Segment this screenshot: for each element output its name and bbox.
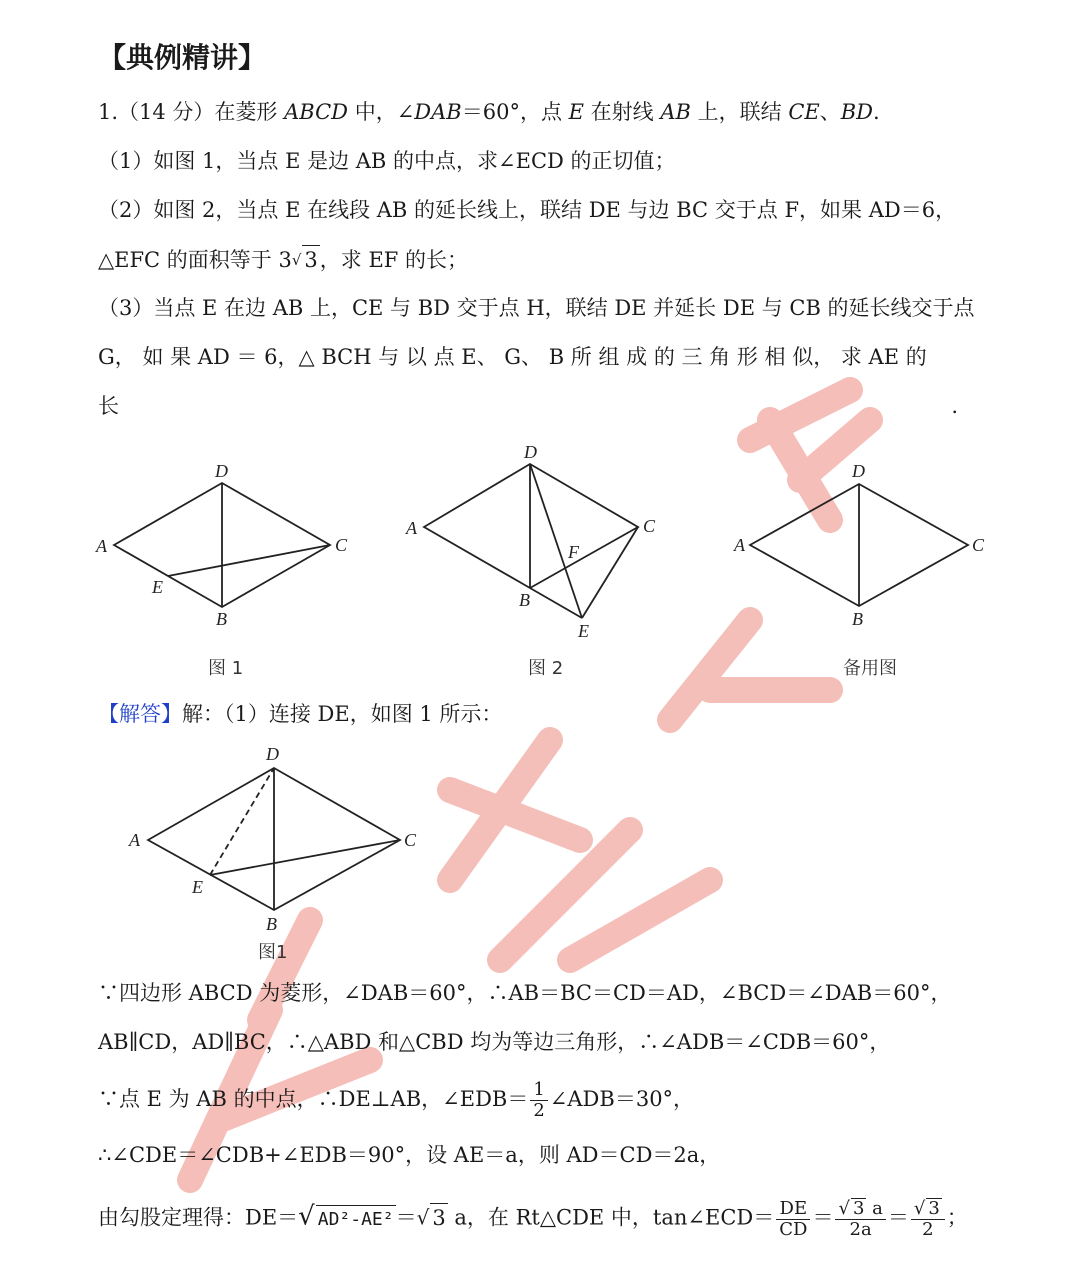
figure-3 <box>730 455 1000 639</box>
text: △EFC 的面积等于 3 <box>98 248 292 272</box>
radicand: 3 <box>928 1198 940 1219</box>
sqrt-symbol: √ <box>298 1201 315 1232</box>
radicand: 3 <box>302 245 319 274</box>
denominator: 2a <box>849 1219 872 1240</box>
solution-line-3 <box>98 1080 694 1121</box>
denominator: CD <box>779 1218 808 1240</box>
text: 上，联结 <box>690 100 789 124</box>
problem-line-5: （3）当点 E 在边 AB 上，CE 与 BD 交于点 H，联结 DE 并延长 DE 与 CB 的延长线交于点 <box>98 296 975 320</box>
text: ∵点 E 为 AB 的中点，∴DE⊥AB，∠EDB＝ <box>98 1087 529 1111</box>
problem-line-2: （1）如图 1，当点 E 是边 AB 的中点，求∠ECD 的正切值； <box>98 149 676 173</box>
label-c: C <box>404 830 417 850</box>
label-d: D <box>524 442 537 462</box>
denominator: 2 <box>922 1219 934 1240</box>
label-b: B <box>266 914 277 934</box>
sqrt-symbol: √ <box>291 251 302 269</box>
text: E <box>568 100 584 124</box>
label-b: B <box>852 609 863 629</box>
figure-4-caption: 图1 <box>258 942 288 963</box>
text: AB <box>660 100 691 124</box>
text: ，求 EF 的长； <box>319 248 469 272</box>
label-d: D <box>266 744 279 764</box>
label-e: E <box>192 877 203 897</box>
fraction-root3a-2a <box>835 1198 885 1240</box>
label-a: A <box>406 518 417 538</box>
text: ； <box>946 1205 968 1230</box>
fraction-de-cd <box>776 1199 810 1240</box>
text: 解：（1）连接 DE，如图 1 所示： <box>182 702 503 726</box>
solution-intro <box>98 700 502 728</box>
label-f: F <box>568 542 579 562</box>
problem-line-6: G， 如 果 AD ＝ 6，△ BCH 与 以 点 E、 G、 B 所 组 成 的 三 角 形 相 似， 求 AE 的 <box>98 345 927 369</box>
text: 长 <box>98 394 119 418</box>
label-e: E <box>578 621 589 641</box>
label-b: B <box>519 590 530 610</box>
answer-tag: 【解答】 <box>98 702 182 726</box>
radicand: 3 <box>430 1203 447 1232</box>
figure-1-caption: 图 1 <box>208 658 244 679</box>
denominator: 2 <box>533 1100 545 1121</box>
figure-2-caption: 图 2 <box>528 658 564 679</box>
sqrt-symbol: √ <box>416 1205 430 1230</box>
text: ＝ <box>395 1205 417 1230</box>
label-c: C <box>972 535 985 555</box>
numerator: √ 3 a <box>835 1198 885 1220</box>
problem-line-3: （2）如图 2，当点 E 在线段 AB 的延长线上，联结 DE 与边 BC 交于点 F，如果 AD＝6， <box>98 198 957 222</box>
label-d: D <box>215 461 228 481</box>
label-a: A <box>129 830 140 850</box>
text: 、 <box>819 100 841 124</box>
figure-2 <box>400 440 670 649</box>
text: ∠ADB＝30°， <box>549 1087 695 1111</box>
text: 由勾股定理得：DE＝ <box>98 1205 299 1230</box>
text: ＝ <box>887 1205 909 1230</box>
label-e: E <box>152 577 163 597</box>
figure-1-svg <box>90 455 370 635</box>
text: ＝60°，点 <box>461 100 569 124</box>
problem-line-7 <box>98 392 958 420</box>
solution-line-2: AB∥CD，AD∥BC，∴△ABD 和△CBD 均为等边三角形，∴∠ADB＝∠CDB＝60°， <box>98 1030 891 1054</box>
text: 1.（14 分）在菱形 <box>98 100 285 124</box>
numerator: √ 3 <box>911 1198 945 1220</box>
figure-3-svg <box>730 455 1000 635</box>
numerator: 1 <box>530 1080 547 1101</box>
fraction-half <box>530 1080 547 1121</box>
label-d: D <box>852 461 865 481</box>
label-b: B <box>216 609 227 629</box>
figure-3-caption: 备用图 <box>843 658 897 679</box>
text: . <box>951 394 958 418</box>
text: BD <box>840 100 873 124</box>
text: 在射线 <box>583 100 661 124</box>
label-a: A <box>734 535 745 555</box>
problem-line-4 <box>98 245 468 274</box>
numerator: DE <box>776 1199 810 1220</box>
label-a: A <box>96 536 107 556</box>
figure-4 <box>120 738 430 942</box>
figure-4-svg <box>120 738 430 938</box>
label-c: C <box>643 516 656 536</box>
text: 中，∠ <box>348 100 415 124</box>
text: ABCD <box>284 100 349 124</box>
fraction-root3-2 <box>911 1198 945 1240</box>
solution-line-1: ∵四边形 ABCD 为菱形，∠DAB＝60°，∴AB＝BC＝CD＝AD，∠BCD＝∠DAB＝60°， <box>98 981 952 1005</box>
text: a，在 Rt△CDE 中，tan∠ECD＝ <box>447 1205 775 1230</box>
section-title: 【典例精讲】 <box>98 41 267 74</box>
text: . <box>873 100 880 124</box>
radicand: 3 <box>852 1198 865 1219</box>
text: a <box>866 1198 883 1219</box>
solution-line-4: ∴∠CDE＝∠CDB+∠EDB＝90°，设 AE＝a，则 AD＝CD＝2a， <box>98 1143 721 1167</box>
text: DAB <box>414 100 462 124</box>
label-c: C <box>335 535 348 555</box>
solution-line-5 <box>98 1198 968 1240</box>
radicand: AD²-AE² <box>316 1205 396 1234</box>
problem-line-1 <box>98 98 880 126</box>
figure-2-svg <box>400 440 670 645</box>
text: CE <box>788 100 820 124</box>
text: ＝ <box>812 1205 834 1230</box>
figure-1 <box>90 455 370 639</box>
